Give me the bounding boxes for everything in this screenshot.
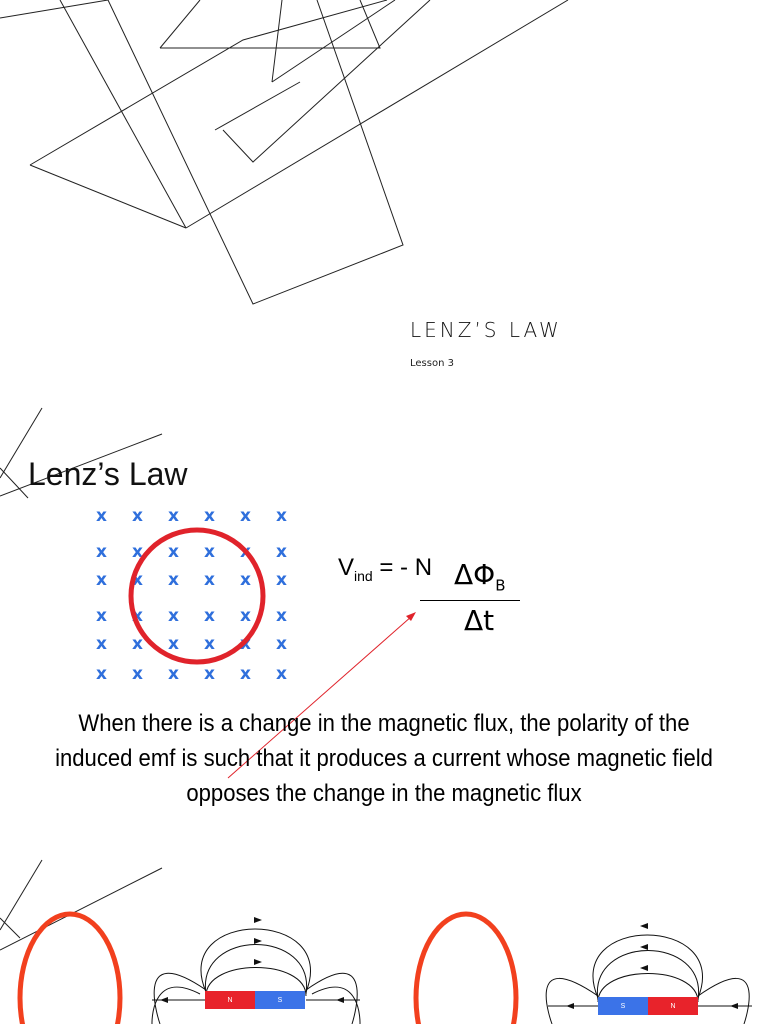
field-mark: x <box>132 634 143 654</box>
field-mark: x <box>240 570 251 590</box>
field-mark: x <box>276 664 287 684</box>
corner-decorative-lines <box>0 860 162 950</box>
field-mark: x <box>132 542 143 562</box>
field-mark: x <box>240 664 251 684</box>
field-mark: x <box>168 664 179 684</box>
lenz-law-statement: When there is a change in the magnetic flux, the polarity of the induced emf is such that it produces a current whose magnetic field opposes the change in the magnetic flux <box>55 710 713 807</box>
field-mark: x <box>96 542 107 562</box>
field-mark: x <box>204 606 215 626</box>
formula-voltage-symbol: V <box>338 554 355 581</box>
formula-numerator <box>454 558 506 595</box>
south-pole: S <box>598 997 648 1015</box>
field-mark: x <box>276 634 287 654</box>
slide-divider <box>0 838 768 848</box>
field-mark: x <box>168 506 179 526</box>
field-mark: x <box>96 570 107 590</box>
field-mark: x <box>276 606 287 626</box>
decorative-lines <box>0 0 768 396</box>
north-pole: N <box>205 991 255 1009</box>
formula-lhs <box>338 554 432 584</box>
left-loop <box>20 914 120 1024</box>
formula-denominator: Δt <box>464 604 495 637</box>
field-mark: x <box>204 664 215 684</box>
formula-fraction-bar <box>420 600 520 601</box>
field-mark: x <box>276 570 287 590</box>
right-loop <box>416 914 516 1024</box>
field-mark: x <box>276 542 287 562</box>
field-mark: x <box>132 570 143 590</box>
field-mark: x <box>96 664 107 684</box>
lenz-law-slide <box>0 408 768 838</box>
slide-title: LENZ’S LAW <box>410 318 562 342</box>
formula-fraction <box>420 558 520 637</box>
left-bar-magnet <box>205 991 305 1009</box>
field-mark: x <box>168 634 179 654</box>
conducting-loop <box>131 530 263 662</box>
formula-flux-symbol: ΔΦ <box>454 558 496 591</box>
right-bar-magnet <box>598 997 698 1015</box>
formula-flux-subscript: B <box>495 576 506 595</box>
slide-subtitle: Lesson 3 <box>410 358 454 369</box>
slide-divider <box>0 396 768 408</box>
field-mark: x <box>240 506 251 526</box>
formula-equals: = - N <box>379 554 433 581</box>
field-mark: x <box>240 606 251 626</box>
field-mark: x <box>132 506 143 526</box>
field-mark: x <box>240 542 251 562</box>
field-mark: x <box>276 506 287 526</box>
field-mark: x <box>168 606 179 626</box>
south-pole: S <box>255 991 305 1009</box>
field-mark: x <box>168 570 179 590</box>
field-mark: x <box>204 570 215 590</box>
field-mark: x <box>132 664 143 684</box>
field-mark: x <box>96 606 107 626</box>
field-mark: x <box>204 542 215 562</box>
field-mark: x <box>132 606 143 626</box>
north-pole: N <box>648 997 698 1015</box>
title-slide <box>0 0 768 396</box>
field-mark: x <box>96 506 107 526</box>
magnet-loop-slide <box>0 848 768 1024</box>
field-mark: x <box>168 542 179 562</box>
slide-title: Lenz’s Law <box>28 456 188 492</box>
field-mark: x <box>204 634 215 654</box>
field-mark: x <box>240 634 251 654</box>
formula-voltage-subscript: ind <box>354 567 373 584</box>
field-mark: x <box>204 506 215 526</box>
field-mark: x <box>96 634 107 654</box>
